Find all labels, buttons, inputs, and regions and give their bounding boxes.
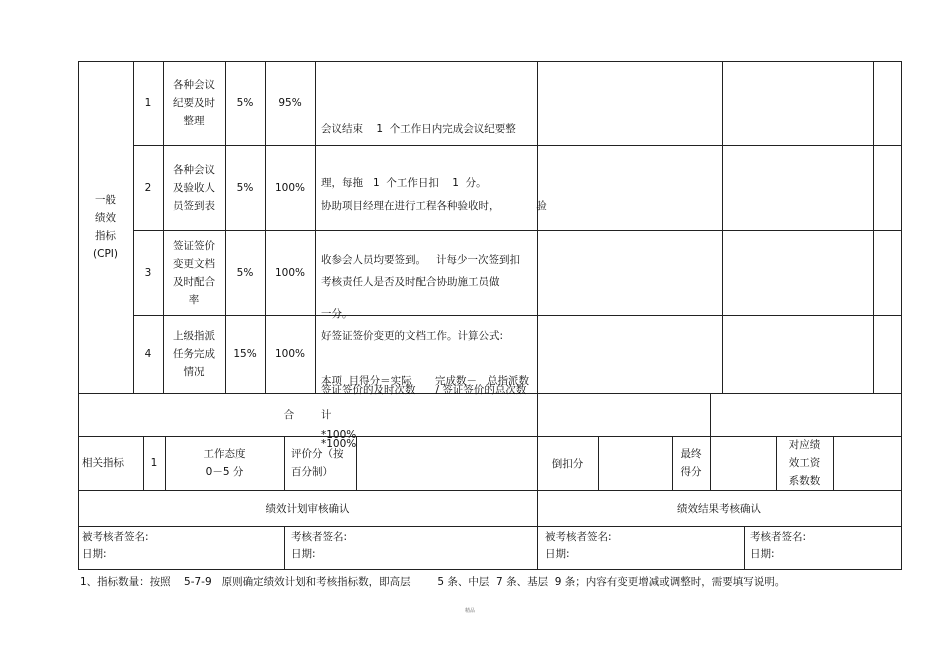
related-name-line: 工作态度 [203, 448, 246, 460]
signature-block-plan-assessor [291, 529, 347, 563]
category-line: 绩效 [94, 212, 116, 224]
page-mark: 精品 [465, 608, 476, 614]
deduct-label: 倒扣分 [551, 457, 584, 470]
plan-confirm-label: 绩效计划审核确认 [265, 502, 350, 515]
row-number: 3 [144, 266, 152, 279]
weight: 5% [236, 97, 254, 109]
signature-label: 考核者签名: [291, 531, 348, 543]
description-line: 协助项目经理在进行工程各种验收时， 验 [321, 200, 547, 212]
category-cell [78, 61, 133, 393]
date-label: 日期: [545, 548, 570, 560]
footnote: 1、指标数量：按照 5-7-9 原则确定绩效计划和考核指标数，即高层 5 条、中层 7 条、基层 9 条；内容有变更增减或调整时，需要填写说明。 [80, 576, 786, 588]
description-line: 好签证签价变更的文档工作。计算公式: [321, 330, 504, 342]
description-line: 会议结束 1 个工作日内完成会议纪要整 [321, 123, 516, 135]
category-line: (CPI) [93, 248, 118, 260]
related-number: 1 [150, 457, 158, 469]
description-line: *100% [321, 429, 357, 441]
salary-coefficient-line: 对应绩 [788, 439, 821, 451]
signature-block-plan-assessee [82, 529, 149, 563]
weight: 15% [233, 348, 257, 360]
category-line: 指标 [94, 230, 116, 242]
weight: 5% [236, 266, 254, 279]
description-line: 本项 目得分＝实际 完成数－ 总指派数 [321, 375, 530, 387]
description-line: *100% [321, 438, 357, 450]
description-line: 理，每拖 1 个工作日扣 1 分。 [321, 177, 487, 189]
row-number: 4 [144, 348, 152, 360]
related-method-line: 评价分（按 [291, 448, 344, 460]
weight: 5% [236, 181, 254, 194]
indicator-name-line: 变更文档 [173, 257, 215, 270]
row-number: 2 [144, 181, 152, 194]
signature-label: 被考核者签名: [82, 531, 149, 543]
total-label: 合 计 [283, 409, 332, 421]
related-label: 相关指标 [82, 457, 124, 469]
indicator-name-line: 率 [188, 293, 200, 306]
indicator-name-line: 及验收人 [173, 181, 215, 194]
signature-block-result-assessee [545, 529, 612, 563]
indicator-name [163, 145, 225, 230]
related-method-line: 百分制） [291, 466, 333, 478]
salary-coefficient-line: 效工资 [788, 457, 821, 469]
description-line: 一分。 [321, 308, 353, 320]
indicator-name-line: 各种会议 [173, 163, 215, 176]
category-line: 一般 [94, 194, 116, 206]
indicator-name-line: 纪要及时 [173, 97, 215, 109]
salary-coefficient-label [776, 436, 833, 490]
salary-coefficient-line: 系数数 [788, 475, 821, 487]
signature-block-result-assessor [750, 529, 806, 563]
indicator-name-line: 任务完成 [173, 348, 215, 360]
indicator-name [163, 315, 225, 393]
indicator-name [163, 61, 225, 145]
description-line: 收参会人员均要签到。 计每少一次签到扣 [321, 254, 521, 266]
result-confirm-label: 绩效结果考核确认 [677, 502, 761, 515]
signature-label: 被考核者签名: [545, 531, 612, 543]
date-label: 日期: [82, 548, 107, 560]
signature-label: 考核者签名: [750, 531, 807, 543]
indicator-name-line: 情况 [183, 366, 205, 378]
indicator-name [163, 230, 225, 315]
date-label: 日期: [291, 548, 316, 560]
indicator-name-line: 及时配合 [173, 275, 215, 288]
target: 100% [274, 266, 306, 279]
date-label: 日期: [750, 548, 775, 560]
indicator-name-line: 签证签价 [173, 239, 215, 252]
target: 100% [274, 181, 306, 194]
final-score-label [672, 436, 710, 490]
related-name [165, 436, 284, 490]
indicator-name-line: 整理 [183, 115, 205, 127]
target: 100% [274, 348, 306, 360]
indicator-name-line: 员签到表 [173, 199, 215, 212]
description-line: 签证签价的及时次数 / 签证签价的总次数 [321, 384, 527, 396]
final-score-line: 得分 [680, 466, 702, 478]
related-method [291, 445, 344, 481]
description-line: 考核责任人是否及时配合协助施工员做 [321, 276, 500, 288]
row-number: 1 [144, 97, 152, 109]
final-score-line: 最终 [680, 448, 702, 460]
related-name-line: 0－5 分 [205, 466, 244, 478]
indicator-name-line: 各种会议 [173, 79, 215, 91]
target: 95% [278, 97, 302, 109]
indicator-name-line: 上级指派 [173, 330, 215, 342]
